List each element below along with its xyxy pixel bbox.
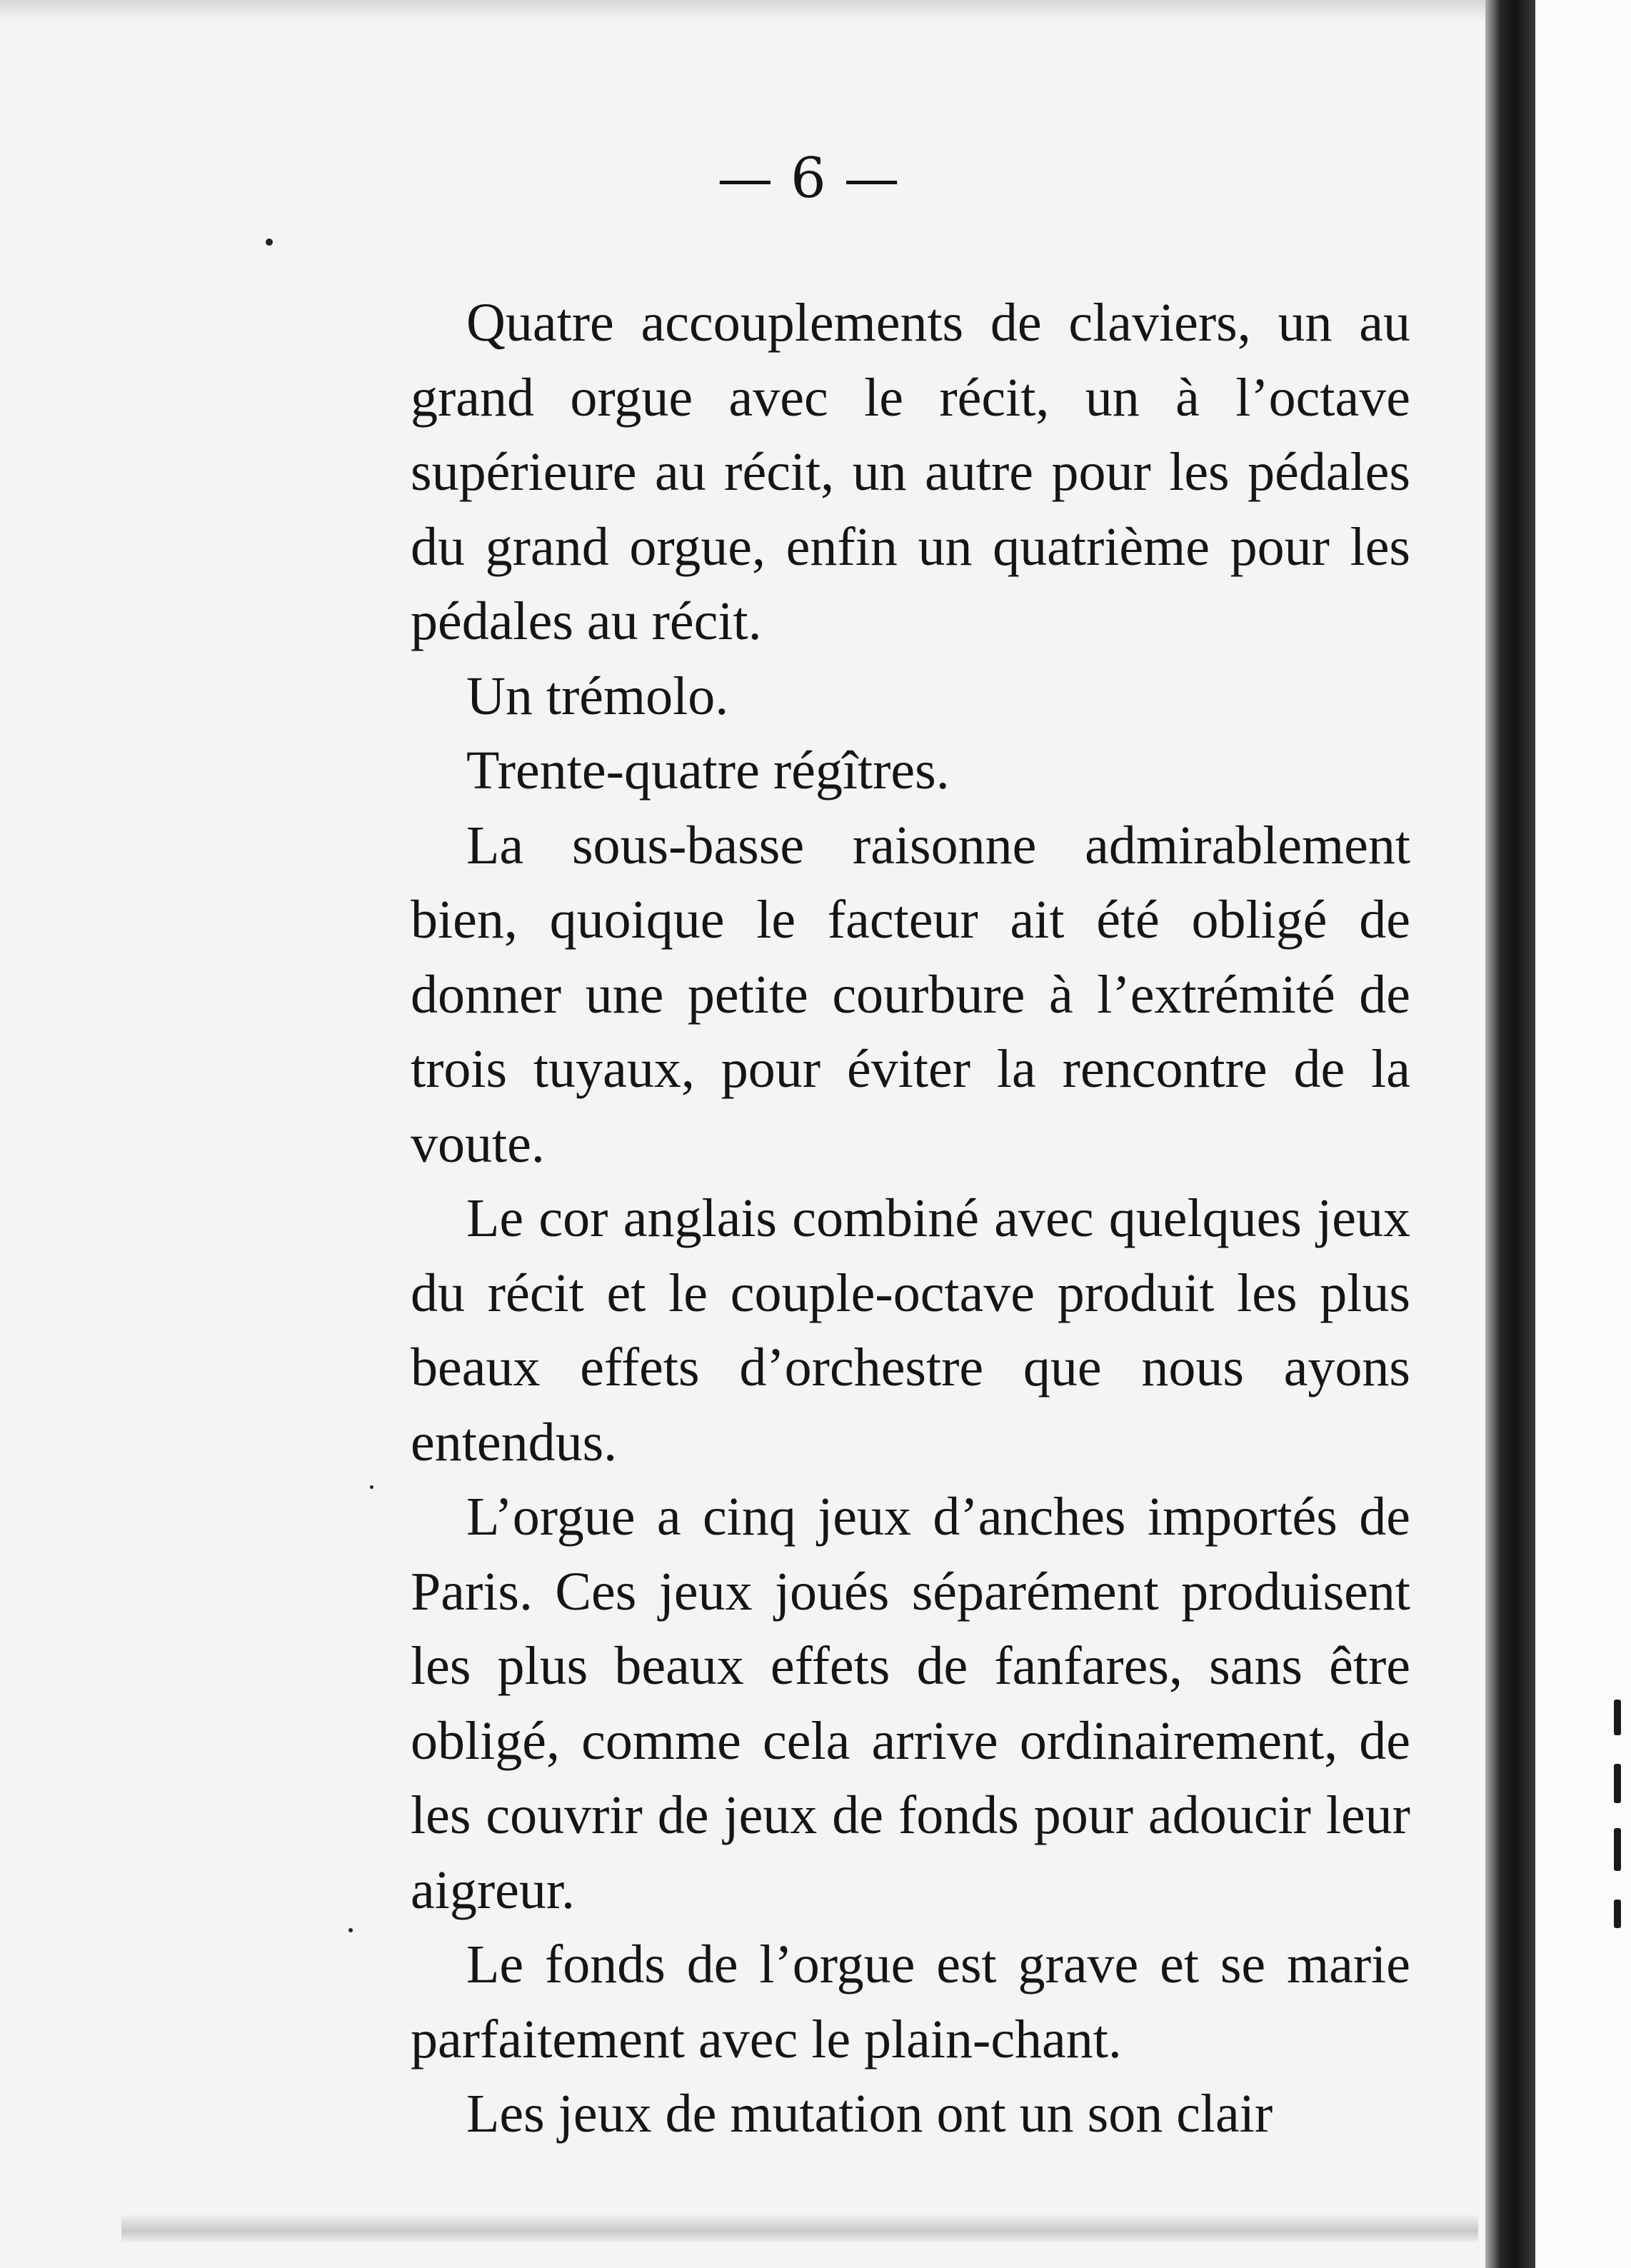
ink-speck (266, 239, 273, 246)
bleed-mark (1614, 1700, 1621, 1735)
paragraph: Quatre accouplements de claviers, un au grand orgue avec le récit, un à l’octave supérieure au récit, un autre pour les pédales du grand orgue, enfin un quatrième pour les pédales au récit. (411, 293, 1410, 651)
bleed-mark (1614, 1828, 1621, 1871)
paragraph: L’orgue a cinq jeux d’anches importés de Paris. Ces jeux joués séparément produisent les plus beaux effets de fanfares, sans être obligé, comme cela arrive ordinairement, de les couvrir de jeux de fonds pour adoucir leur aigreur. (411, 1487, 1410, 1920)
paragraph: Le fonds de l’orgue est grave et se marie parfaitement avec le plain-chant. (411, 1935, 1410, 2069)
page-number: — 6 — (717, 146, 900, 211)
paragraph: Trente-quatre régîtres. (466, 741, 950, 801)
page-bottom-edge (121, 2214, 1478, 2242)
ink-speck (348, 1928, 353, 1932)
book-binding-gutter (1485, 0, 1535, 2268)
paragraph: Le cor anglais combiné avec quelques jeux du récit et le couple-octave produit les plus beaux effets d’orchestre que nous ayons entendus. (411, 1188, 1410, 1472)
bleed-mark (1614, 1900, 1621, 1928)
body-text (411, 286, 1410, 2152)
paragraph: La sous-basse raisonne admirablement bien, quoique le facteur ait été obligé de donner une petite courbure à l’extrémité de trois tuyaux, pour éviter la rencontre de la voute. (411, 815, 1410, 1174)
bleed-mark (1614, 1764, 1621, 1803)
paragraph: Un trémolo. (466, 666, 729, 726)
ink-speck (370, 1485, 373, 1489)
paragraph: Les jeux de mutation ont un son clair (466, 2084, 1273, 2144)
scan-shadow (0, 0, 1631, 21)
